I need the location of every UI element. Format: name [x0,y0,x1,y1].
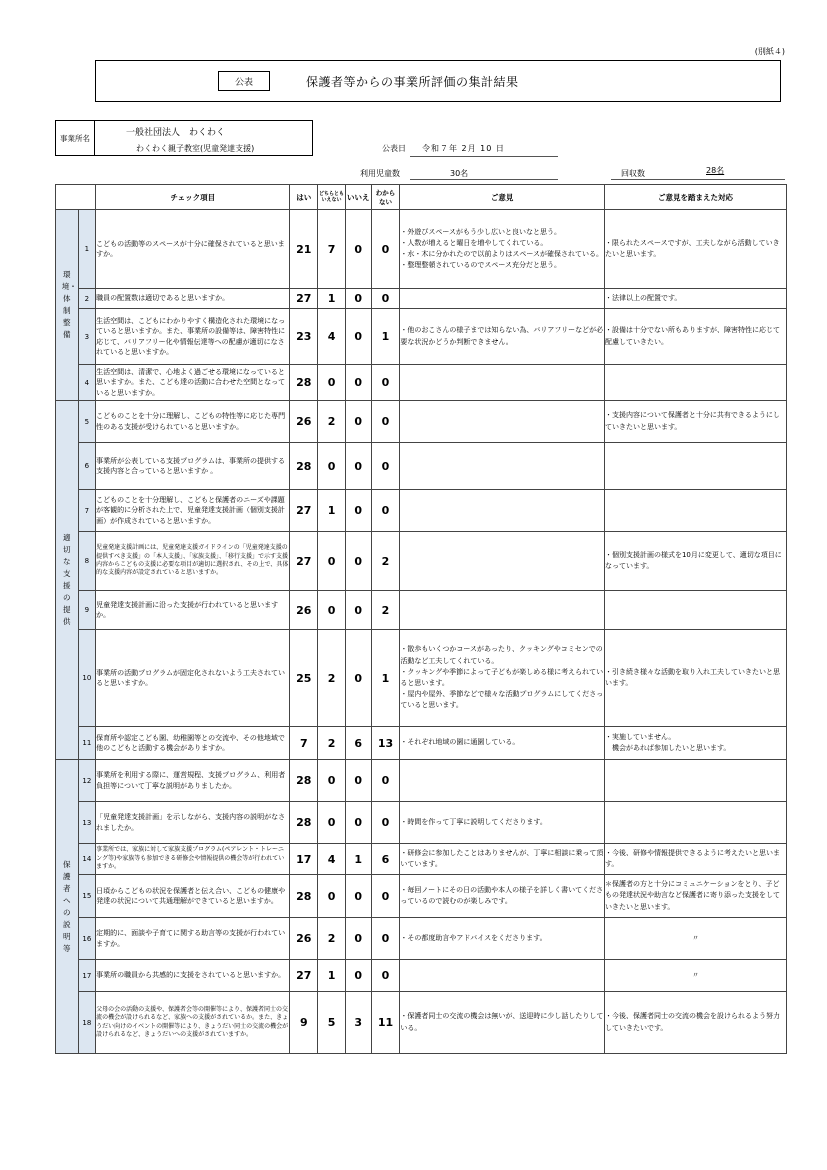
office-label: 事業所名 [56,121,95,155]
appendix-label: (別紙４) [754,47,785,56]
office-subname: わくわく親子教室(児童発達支援) [136,144,255,153]
table-row [56,591,787,630]
header-unknown: わから ない [371,185,400,210]
count-yes: 23 [290,309,318,365]
collected-underline [611,179,785,180]
opinion-cell [400,591,605,630]
response-cell: ・限られたスペースですが、工夫しながら活動していきたいと思います。 [604,210,786,289]
opinion-cell [400,532,605,591]
category-cell [56,210,79,401]
count-neither: 2 [318,727,346,760]
opinion-cell [400,289,605,309]
count-neither: 1 [318,960,346,992]
row-number: 3 [78,309,95,365]
opinion-cell [400,365,605,401]
opinion-cell [400,490,605,532]
count-no: 6 [345,727,371,760]
public-badge: 公表 [218,71,270,91]
count-unknown: 6 [371,844,400,875]
row-number: 16 [78,918,95,960]
header-yes: はい [290,185,318,210]
page-title: 保護者等からの事業所評価の集計結果 [306,75,519,89]
count-neither: 2 [318,630,346,727]
check-item: 事業所の職員から共感的に支援をされていると思いますか。 [96,960,290,992]
count-yes: 28 [290,365,318,401]
count-yes: 27 [290,289,318,309]
count-yes: 21 [290,210,318,289]
count-unknown: 13 [371,727,400,760]
count-no: 0 [345,289,371,309]
check-item: 児童発達支援計画には、児童発達支援ガイドラインの「児童発達支援の提供すべき支援」の「本人支援」、「家族支援」、「移行支援」で示す支援内容からこどもの支援に必要な項目が適切に選択され、その上で、具体的な支援内容が設定されていると思いますか。 [96,532,290,591]
response-cell [604,443,786,490]
table-row [56,992,787,1054]
table-row [56,309,787,365]
count-yes: 28 [290,760,318,802]
row-number: 17 [78,960,95,992]
count-unknown: 0 [371,289,400,309]
count-unknown: 1 [371,630,400,727]
response-cell: ・引き続き様々な活動を取り入れ工夫していきたいと思います。 [604,630,786,727]
count-yes: 9 [290,992,318,1054]
row-number: 7 [78,490,95,532]
response-cell: ・法律以上の配置です。 [604,289,786,309]
check-item: 児童発達支援計画に沿った支援が行われていると思いますか。 [96,591,290,630]
count-unknown: 0 [371,918,400,960]
response-cell: 〃 [604,960,786,992]
count-no: 0 [345,210,371,289]
count-neither: 0 [318,802,346,844]
check-item: 職員の配置数は適切であると思いますか。 [96,289,290,309]
opinion-cell: ・外遊びスペースがもう少し広いと良いなと思う。 ・人数が増えると曜日を増やしてくれている。 ・水・木に分かれたので以前よりはスペースが確保されている。 ・整理整頓されているのでスペース充分だと思う。 [400,210,605,289]
opinion-cell [400,401,605,443]
count-yes: 27 [290,960,318,992]
check-item: 事業所を利用する際に、運営規程、支援プログラム、利用者負担等について丁寧な説明がありましたか。 [96,760,290,802]
row-number: 5 [78,401,95,443]
published-label: 公表日 [382,144,406,153]
row-number: 12 [78,760,95,802]
row-number: 6 [78,443,95,490]
check-item: 日頃からこどもの状況を保護者と伝え合い、こどもの健康や発達の状況について共通理解ができていると思いますか。 [96,875,290,918]
table-row [56,727,787,760]
title-box [95,60,781,102]
response-cell [604,365,786,401]
response-cell: ・実施していません。 機会があれば参加したいと思います。 [604,727,786,760]
count-yes: 7 [290,727,318,760]
category-cell [56,760,79,1054]
row-number: 4 [78,365,95,401]
response-cell: ・今後、保護者同士の交流の機会を設けられるよう努力していきたいです。 [604,992,786,1054]
count-unknown: 0 [371,760,400,802]
count-neither: 4 [318,309,346,365]
count-yes: 17 [290,844,318,875]
check-item: 事業所の活動プログラムが固定化されないよう工夫されていると思いますか。 [96,630,290,727]
opinion-cell: ・それぞれ地域の園に通園している。 [400,727,605,760]
count-neither: 0 [318,532,346,591]
count-neither: 5 [318,992,346,1054]
count-no: 0 [345,760,371,802]
table-row [56,401,787,443]
users-underline [410,179,558,180]
count-unknown: 11 [371,992,400,1054]
count-no: 0 [345,401,371,443]
response-cell [604,802,786,844]
table-row [56,365,787,401]
table-row [56,802,787,844]
table-row [56,532,787,591]
category-label: 適切な支援の提供 [63,533,71,626]
opinion-cell: ・保護者同士の交流の機会は無いが、送迎時に少し話したりしている。 [400,992,605,1054]
count-yes: 26 [290,591,318,630]
check-item: こどもの活動等のスペースが十分に確保されていると思いますか。 [96,210,290,289]
row-number: 9 [78,591,95,630]
row-number: 14 [78,844,95,875]
count-neither: 1 [318,289,346,309]
check-item: 定期的に、面談や子育てに関する助言等の支援が行われていますか。 [96,918,290,960]
opinion-cell [400,760,605,802]
category-cell [56,401,79,760]
count-neither: 0 [318,365,346,401]
check-item: 事業所では、家族に対して家族支援プログラム(ペアレント・トレーニング等)や家族等も参加できる研修会や情報提供の機会等が行われていますか。 [96,844,290,875]
count-no: 0 [345,960,371,992]
response-cell: ・個別支援計画の様式を10月に変更して、適切な項目になっています。 [604,532,786,591]
count-yes: 26 [290,918,318,960]
table-row [56,490,787,532]
count-no: 0 [345,532,371,591]
count-unknown: 0 [371,443,400,490]
count-unknown: 0 [371,960,400,992]
check-item: 生活空間は、こどもにわかりやすく構造化された環境になっていると思いますか。また、事業所の設備等は、障害特性に応じて、バリアフリー化や情報伝達等への配慮が適切になされていると思いますか。 [96,309,290,365]
count-neither: 0 [318,443,346,490]
check-item: こどものことを十分理解し、こどもと保護者のニーズや課題が客観的に分析された上で、児童発達支援計画（個別支援計画）が作成されていると思いますか。 [96,490,290,532]
header-opinion: ご意見 [400,185,605,210]
evaluation-table [55,184,787,1054]
table-row [56,630,787,727]
count-yes: 26 [290,401,318,443]
count-no: 0 [345,365,371,401]
opinion-cell: ・その都度助言やアドバイスをくださります。 [400,918,605,960]
row-number: 18 [78,992,95,1054]
count-no: 0 [345,591,371,630]
category-label: 保護者への説明等 [63,859,71,953]
count-yes: 28 [290,875,318,918]
table-row [56,289,787,309]
check-item: 保育所や認定こども園、幼稚園等との交流や、その他地域で他のこどもと活動する機会がありますか。 [96,727,290,760]
count-neither: 4 [318,844,346,875]
office-name: 一般社団法人 わくわく [126,128,226,138]
count-unknown: 0 [371,490,400,532]
count-no: 0 [345,875,371,918]
opinion-cell: ・時間を作って丁寧に説明してくださります。 [400,802,605,844]
count-no: 0 [345,802,371,844]
users-value: 30名 [450,169,469,178]
count-no: 3 [345,992,371,1054]
count-unknown: 0 [371,365,400,401]
users-label: 利用児童数 [360,169,400,178]
count-neither: 7 [318,210,346,289]
row-number: 1 [78,210,95,289]
published-value: 令和７年 2月 10 日 [422,144,505,153]
table-row [56,210,787,289]
response-cell [604,490,786,532]
count-yes: 25 [290,630,318,727]
row-number: 2 [78,289,95,309]
table-row [56,443,787,490]
published-underline [410,156,558,157]
count-yes: 27 [290,532,318,591]
collected-value: 28名 [706,166,725,175]
table-row [56,875,787,918]
table-row [56,844,787,875]
table-row [56,960,787,992]
count-no: 0 [345,490,371,532]
check-item: 父母の会の活動の支援や、保護者会等の開催等により、保護者同士の交流の機会が設けられるなど、家族への支援がされているか。また、きょうだい向けのイベントの開催等により、きょうだい同士の交流の機会が設けられるなど、きょうだいへの支援がされていますか。 [96,992,290,1054]
count-no: 0 [345,309,371,365]
check-item: 「児童発達支援計画」を示しながら、支援内容の説明がなされましたか。 [96,802,290,844]
opinion-cell: ・研修会に参加したことはありませんが、丁寧に相談に乗って頂いています。 [400,844,605,875]
header-item: チェック項目 [96,185,290,210]
header-neither: どちらとも いえない [318,185,346,210]
response-cell [604,591,786,630]
count-neither: 2 [318,401,346,443]
opinion-cell: ・毎回ノートにその日の活動や本人の様子を詳しく書いてくださっているので読むのが楽しみです。 [400,875,605,918]
row-number: 8 [78,532,95,591]
count-neither: 0 [318,875,346,918]
response-cell: ・設備は十分でない所もありますが、障害特性に応じて配慮していきたい。 [604,309,786,365]
opinion-cell: ・散歩もいくつかコースがあったり、クッキングやコミセンでの活動など工夫してくれている。 ・クッキングや季節によって子どもが楽しめる様に考えられていると思います。 ・屋内や屋外、季節などで様々な活動プログラムにしてくださっていると思います。 [400,630,605,727]
row-number: 10 [78,630,95,727]
table-header-row [56,185,787,210]
category-label: 環境・体制整備 [61,270,77,339]
header-response: ご意見を踏まえた対応 [604,185,786,210]
table-row [56,918,787,960]
header-blank [56,185,96,210]
collected-label: 回収数 [621,169,645,178]
row-number: 13 [78,802,95,844]
response-cell [604,760,786,802]
response-cell: ・今後、研修や情報提供できるように考えたいと思います。 [604,844,786,875]
check-item: こどものことを十分に理解し、こどもの特性等に応じた専門性のある支援が受けられていると思いますか。 [96,401,290,443]
count-no: 0 [345,918,371,960]
count-unknown: 2 [371,532,400,591]
opinion-cell: ・他のおこさんの様子までは知らない為、バリアフリーなどが必要な状況かどうか判断できません。 [400,309,605,365]
count-neither: 0 [318,760,346,802]
response-cell: ＊保護者の方と十分にコミュニケーションをとり、子どもの発達状況や助言など保護者に寄り添った支援をしていきたいと思います。 [604,875,786,918]
check-item: 生活空間は、清潔で、心地よく過ごせる環境になっていると思いますか。また、こども達の活動に合わせた空間となっていると思いますか。 [96,365,290,401]
count-neither: 1 [318,490,346,532]
check-item: 事業所が公表している支援プログラムは、事業所の提供する支援内容と合っていると思いますか 。 [96,443,290,490]
count-yes: 28 [290,443,318,490]
count-no: 1 [345,844,371,875]
opinion-cell [400,960,605,992]
count-no: 0 [345,630,371,727]
count-unknown: 0 [371,401,400,443]
count-neither: 0 [318,591,346,630]
row-number: 15 [78,875,95,918]
count-no: 0 [345,443,371,490]
table-row [56,760,787,802]
opinion-cell [400,443,605,490]
count-yes: 27 [290,490,318,532]
response-cell: 〃 [604,918,786,960]
count-unknown: 0 [371,210,400,289]
header-no: いいえ [345,185,371,210]
count-unknown: 0 [371,802,400,844]
response-cell: ・支援内容について保護者と十分に共有できるようにしていきたいと思います。 [604,401,786,443]
office-box [55,120,313,156]
count-unknown: 2 [371,591,400,630]
count-neither: 2 [318,918,346,960]
count-unknown: 0 [371,875,400,918]
row-number: 11 [78,727,95,760]
count-yes: 28 [290,802,318,844]
count-unknown: 1 [371,309,400,365]
